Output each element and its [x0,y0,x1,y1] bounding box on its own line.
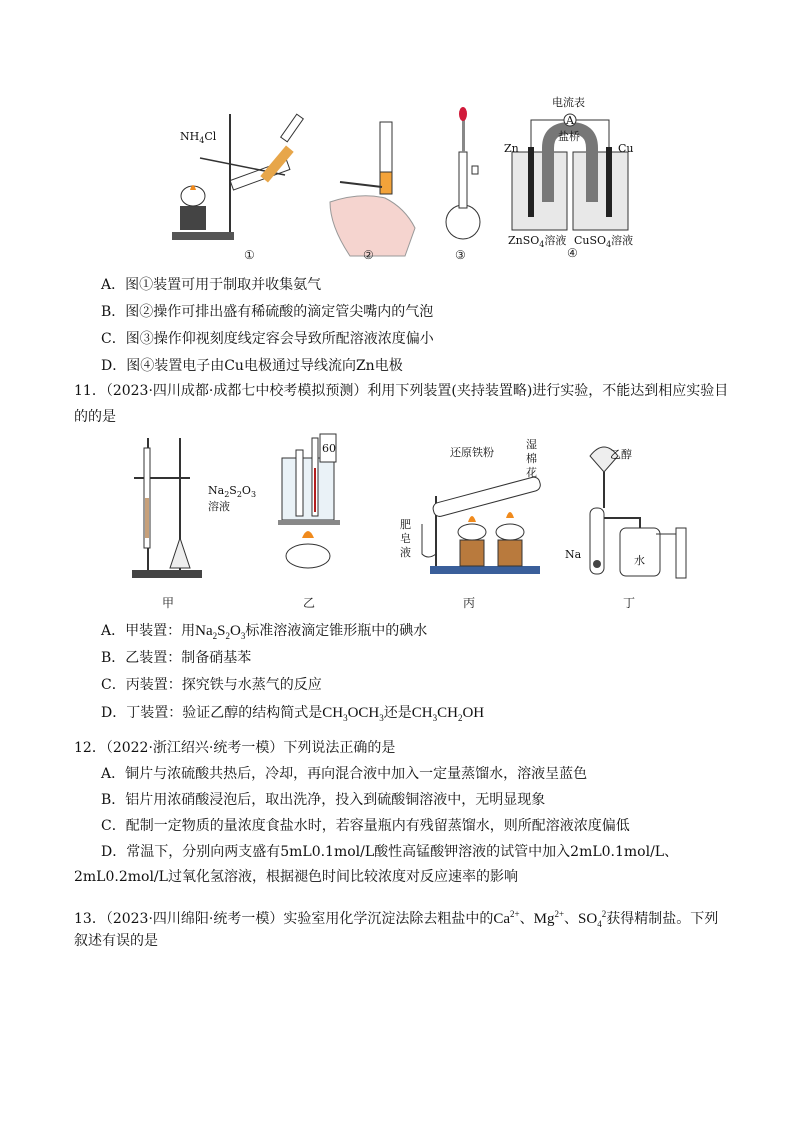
q10-option-c: C．图③操作仰视刻度线定容会导致所配溶液浓度偏小 [101,331,434,347]
fig11-caption-bing: 丙 [463,596,476,610]
q13-number: 13． [74,911,106,927]
q10-figure-row [160,92,660,262]
jia-solution-label: 溶液 [208,500,230,513]
q11-option-b: B．乙装置：制备硝基苯 [101,650,252,666]
na2s2o3-formula: $Na_2S_2O_3$ [195,623,246,641]
mg-ion: $Mg^{2+}$ [533,909,565,927]
zn-label: Zn [504,142,519,155]
fig10-caption-3: ③ [455,248,466,262]
ch3och3-formula: $CH_3OCH_3$ [322,705,384,723]
apparatus-3-volumetric-flask [446,107,480,239]
cotton-label-2: 花 [526,466,537,479]
ammeter-label: 电流表 [552,96,585,109]
q12-option-b: B．铝片用浓硝酸浸泡后，取出洗净，投入到硫酸铜溶液中，无明显现象 [101,792,546,808]
apparatus-4-galvanic-cell [504,95,634,249]
q12-option-c: C．配制一定物质的量浓度食盐水时，若容量瓶内有残留蒸馏水，则所配溶液浓度偏低 [101,818,630,834]
q10-option-d: D．图④装置电子由Cu电极通过导线流向Zn电极 [101,358,403,374]
q12-source: （2022·浙江绍兴·统考一模） [105,740,284,756]
apparatus-bing-iron-steam [400,438,542,574]
apparatus-ding-ethanol [565,447,686,578]
apparatus-2-burette [330,122,415,256]
q11-number: 11． [74,383,106,399]
na-label: Na [565,548,582,561]
soap-label-3: 液 [400,546,411,559]
ch3ch2oh-formula: $CH_3CH_2OH$ [411,705,485,723]
q12-number: 12． [74,740,106,756]
fig11-caption-jia: 甲 [162,596,175,610]
q11-option-c: C．丙装置：探究铁与水蒸气的反应 [101,677,322,693]
apparatus-yi-water-bath [278,434,340,568]
so4-ion: $SO_4^2$ [578,909,607,929]
cotton-label-1: 棉 [526,452,537,465]
q11-option-d: D．丁装置：验证乙醇的结构简式是$CH_3OCH_3$还是$CH_3CH_2OH$ [101,705,485,723]
ammeter-symbol: A [566,114,574,127]
q13-stem-line-1: 13．（2023·四川绵阳·统考一模）实验室用化学沉淀法除去粗盐中的$Ca^{2+}$、$Mg^{2+}$、$SO_4^2$获得精制盐。下列 [74,909,719,929]
q12-option-d: D．常温下，分别向两支盛有5mL0.1mol/L酸性高锰酸钾溶液的试管中加入2mL0.1mol/L、 [101,844,679,860]
soap-label-2: 皂 [400,532,411,545]
q11-stem: 利用下列装置(夹持装置略)进行实验，不能达到相应实验目 [367,383,729,399]
znso4-label: ZnSO$_4$溶液 [508,234,567,249]
q10-option-b: B．图②操作可排出盛有稀硫酸的滴定管尖嘴内的气泡 [101,304,434,320]
iron-powder-label: 还原铁粉 [450,446,494,459]
water-label: 水 [634,554,645,567]
soap-label-1: 肥 [400,518,411,531]
na2s2o3-label: $Na_2S_2O_3$ [208,484,257,499]
nh4cl-label: $NH_4Cl$ [180,130,217,145]
fig11-caption-yi: 乙 [303,596,316,610]
salt-bridge-label: 盐桥 [558,130,580,143]
q11-figure-row [120,428,690,588]
q10-option-a: A．图①装置可用于制取并收集氨气 [101,277,322,293]
ca-ion: $Ca^{2+}$ [493,909,520,927]
q12-stem: 12．（2022·浙江绍兴·统考一模）下列说法正确的是 [74,740,396,756]
q13-stem-line-2: 叙述有误的是 [74,933,158,949]
fig10-caption-1: ① [244,248,255,262]
cu-label: Cu [618,142,634,155]
apparatus-1-ammonia [172,114,303,240]
q11-option-a: A．甲装置：用$Na_2S_2O_3$标准溶液滴定锥形瓶中的碘水 [101,623,428,641]
q13-source: （2023·四川绵阳·统考一模） [105,911,284,927]
cuso4-label: CuSO$_4$溶液 [574,234,634,249]
fig10-caption-4: ④ [567,246,578,260]
q12-option-d-continued: 2mL0.2mol/L过氧化氢溶液，根据褪色时间比较浓度对反应速率的影响 [74,869,518,885]
q11-stem-line-1 [74,381,728,401]
q12-option-a: A．铜片与浓硫酸共热后，冷却，再向混合液中加入一定量蒸馏水，溶液呈蓝色 [101,766,588,782]
ethanol-label: 乙醇 [610,448,632,461]
thermo-label: 60 [322,442,336,455]
apparatus-jia-titration [132,438,256,578]
q11-source: （2023·四川成都·成都七中校考模拟预测） [105,383,368,399]
q11-stem-line-2: 的的是 [74,409,116,425]
fig11-caption-ding: 丁 [623,596,636,610]
wet-label: 湿 [526,438,537,451]
fig10-caption-2: ② [363,248,374,262]
